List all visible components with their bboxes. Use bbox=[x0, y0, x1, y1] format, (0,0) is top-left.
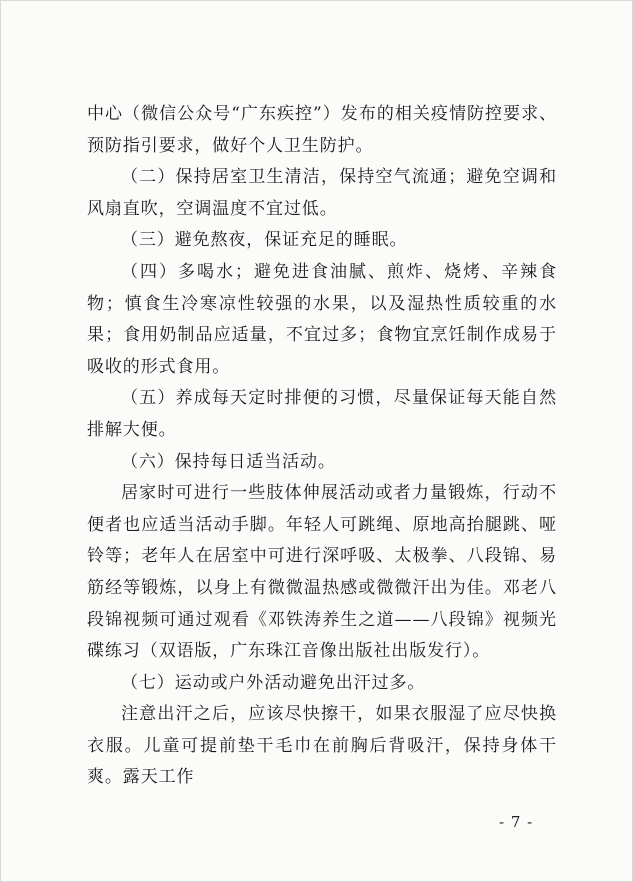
paragraph-item-4: （四）多喝水；避免进食油腻、煎炸、烧烤、辛辣食物；慎食生冷寒凉性较强的水果，以及湿热性质较重的水果；食用奶制品应适量，不宜过多；食物宜烹饪制作成易于吸收的形式食用。 bbox=[87, 261, 557, 377]
paragraph-sweat-detail: 注意出汗之后，应该尽快擦干，如果衣服湿了应尽快换衣服。儿童可提前垫干毛巾在前胸后背吸汗，保持身体干爽。露天工作 bbox=[87, 704, 557, 788]
paragraph-continuation: 中心（微信公众号“广东疾控”）发布的相关疫情防控要求、预防指引要求，做好个人卫生防护。 bbox=[87, 104, 557, 156]
paragraph-item-2: （二）保持居室卫生清洁，保持空气流通；避免空调和风扇直吹，空调温度不宜过低。 bbox=[87, 167, 557, 219]
paragraph-item-3: （三）避免熬夜，保证充足的睡眠。 bbox=[121, 230, 408, 251]
paragraph-activity-detail: 居家时可进行一些肢体伸展活动或者力量锻炼，行动不便者也应适当活动手脚。年轻人可跳绳、原地高抬腿跳、哑铃等；老年人在居室中可进行深呼吸、太极拳、八段锦、易筋经等锻炼，以身上有微微温热感或微微汗出为佳。邓老八段锦视频可通过观看《邓铁涛养生之道——八段锦》视频光碟练习（双语版，广东珠江音像出版社出版发行）。 bbox=[87, 483, 557, 662]
body-text bbox=[87, 99, 557, 794]
paragraph-item-6: （六）保持每日适当活动。 bbox=[121, 451, 336, 472]
paragraph-item-5: （五）养成每天定时排便的习惯，尽量保证每天能自然排解大便。 bbox=[87, 388, 557, 440]
page-number: - 7 - bbox=[499, 813, 534, 831]
paragraph-item-7: （七）运动或户外活动避免出汗过多。 bbox=[121, 672, 426, 693]
